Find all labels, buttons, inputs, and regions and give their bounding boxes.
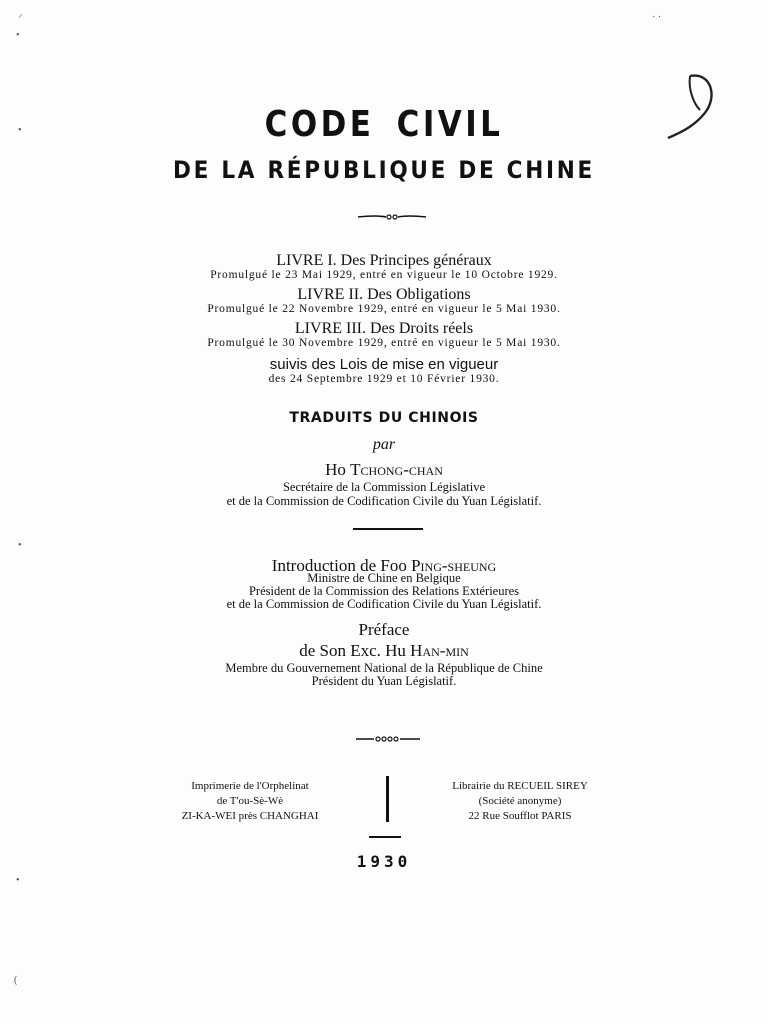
publication-year: 1930 [356, 852, 412, 871]
ornament-divider [356, 212, 428, 222]
publisher-line-1: Librairie du RECUEIL SIREY [452, 780, 588, 792]
title-word-civil: CIVIL [396, 104, 504, 145]
book-1-label: LIVRE I. Des Principes généraux [276, 252, 492, 269]
preface-role-2: Président du Yuan Législatif. [311, 674, 457, 688]
translator-last-name: Tchong-chan [350, 460, 443, 479]
translation-by: par [372, 436, 396, 453]
introduction-role-3: et de la Commission de Codification Civile du Yuan Législatif. [226, 597, 542, 611]
scan-mark: ( [14, 975, 18, 986]
title-word-code: CODE [264, 104, 375, 145]
scan-mark: • [18, 540, 22, 551]
scan-mark: ⸝ [18, 9, 23, 20]
preface-name: Han-min [410, 641, 469, 660]
translator-role-1: Secrétaire de la Commission Législative [282, 480, 486, 494]
enforcement-laws-dates: des 24 Septembre 1929 et 10 Février 1930. [268, 373, 500, 385]
printer-line-1: Imprimerie de l'Orphelinat [191, 780, 309, 792]
subtitle: DE LA RÉPUBLIQUE DE CHINE [173, 156, 595, 184]
scan-mark: • [18, 125, 22, 136]
preface-author [0, 641, 768, 661]
introduction-role-2: Président de la Commission des Relations Extérieures [248, 584, 520, 598]
book-2-promulgation: Promulgué le 22 Novembre 1929, entré en vigueur le 5 Mai 1930. [207, 303, 561, 315]
preface-heading: Préface [358, 620, 410, 639]
scan-mark: • [16, 875, 20, 886]
introduction-label: Introduction de Foo [271, 556, 412, 575]
publisher-line-3: 22 Rue Soufflot PARIS [468, 810, 572, 822]
scan-mark: • [16, 30, 20, 41]
divider-rule [353, 528, 423, 530]
translation-heading: TRADUITS DU CHINOIS [289, 410, 479, 426]
enforcement-laws-label: suivis des Lois de mise en vigueur [269, 356, 499, 373]
preface-by: de Son Exc. Hu [299, 641, 411, 660]
translator-role-2: et de la Commission de Codification Civile du Yuan Législatif. [226, 494, 542, 508]
introduction-role-1: Ministre de Chine en Belgique [307, 571, 461, 585]
book-3-promulgation: Promulgué le 30 Novembre 1929, entré en vigueur le 5 Mai 1930. [207, 337, 561, 349]
introduction-name: Ping-sheung [411, 556, 497, 575]
translator-first-name: Ho [325, 460, 351, 479]
publisher-line-2: (Société anonyme) [478, 795, 562, 807]
column-separator [386, 776, 389, 822]
ornament-divider [354, 734, 422, 744]
printer-line-2: de T'ou-Sè-Wè [216, 795, 284, 807]
book-2-label: LIVRE II. Des Obligations [297, 286, 471, 303]
translator-name [0, 460, 768, 480]
scan-mark: · · [652, 12, 662, 23]
main-title [54, 104, 714, 145]
book-3-label: LIVRE III. Des Droits réels [294, 320, 474, 337]
book-1-promulgation: Promulgué le 23 Mai 1929, entré en vigueur le 10 Octobre 1929. [210, 269, 558, 281]
short-rule [369, 836, 401, 838]
preface-role-1: Membre du Gouvernement National de la République de Chine [225, 661, 543, 675]
printer-line-3: ZI-KA-WEI près CHANGHAI [181, 810, 319, 822]
